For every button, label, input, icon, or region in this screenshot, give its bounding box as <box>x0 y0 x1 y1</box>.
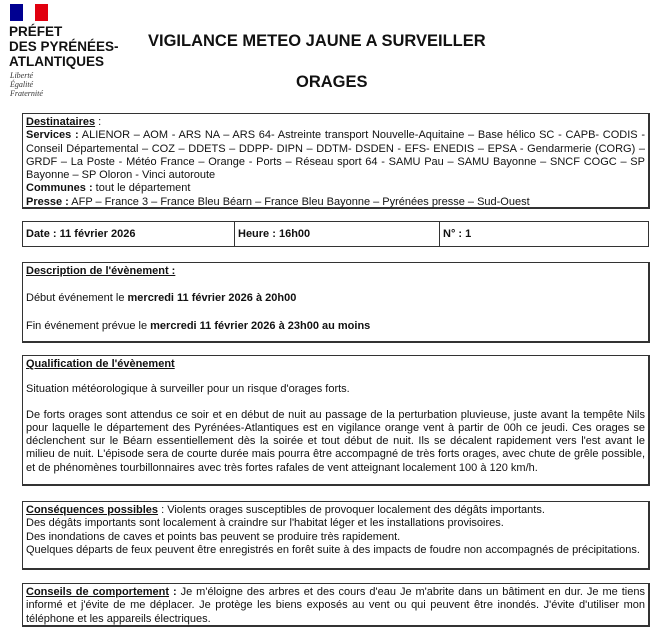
consequence-line: Des inondations de caves et points bas peuvent se produire très rapidement. <box>26 530 401 543</box>
qualification-details: De forts orages sont attendus ce soir et en début de nuit au passage de la perturbation pluvieuse, juste avant la tempête Nils pour laquelle le département des Pyrénées-Atlantiques est en vigilance orange vent à partir de 00h ce jeudi. Ces orages se déclenchent sur le Béarn essentiellement dès la soirée et tout début de nuit. Ils se décalent rapidement vers l'est avant le milieu de nuit. L'épisode sera de courte durée mais pourra être accompagné de très forts orages, avec chute de grêle possible, et de phénomènes tourbillonnaires avec très fortes rafales de vent atteignant localement 100 à 120 km/h. <box>26 408 645 474</box>
qualification-summary: Situation météorologique à surveiller pour un risque d'orages forts. <box>26 383 350 396</box>
logo-line: DES PYRÉNÉES- <box>9 39 119 54</box>
conseils-colon: : <box>169 586 177 598</box>
consequences-box <box>22 501 650 570</box>
motto-line: Liberté <box>10 71 34 80</box>
conseils-box <box>22 583 650 627</box>
logo-line: ATLANTIQUES <box>9 54 104 69</box>
qualification-heading: Qualification de l'évènement <box>26 358 175 370</box>
services-list: ALIENOR – AOM - ARS NA – ARS 64- Astreinte transport Nouvelle-Aquitaine – Base hélico SC - CAPB- CODIS - Conseil Départemental – COZ – DDETS – DDPP- DIPN – DDTM- DSDEN - EFS- ENEDIS – EPSA - Gendarmerie (CORG) – GRDF – La Poste - Météo France – Orange - Ports – Réseau sport 64 - SAMU Pau – SAMU Bayonne – SNCF COGC – SP Bayonne – SP Oloron - Vinci autoroute <box>26 129 645 182</box>
date-cell: Date : 11 février 2026 <box>23 222 235 247</box>
prefecture-logo-text <box>9 24 119 69</box>
consequences-heading: Conséquences possibles <box>26 504 159 516</box>
numero-cell: N° : 1 <box>440 222 649 247</box>
fin-value: mercredi 11 février 2026 à 23h00 au moins <box>150 319 371 332</box>
description-box <box>22 262 650 343</box>
heading-suffix: : <box>95 116 102 128</box>
qualification-box <box>22 355 650 486</box>
document-subtitle: ORAGES <box>296 73 368 91</box>
destinataires-heading: Destinataires <box>26 116 96 128</box>
communes-value: tout le département <box>92 182 191 195</box>
motto-line: Fraternité <box>10 89 43 98</box>
debut-value: mercredi 11 février 2026 à 20h00 <box>127 292 297 305</box>
description-heading: Description de l'évènement : <box>26 265 176 277</box>
services-label: Services : <box>26 129 79 142</box>
consequences-intro: : Violents orages susceptibles de provoquer localement des dégâts importants. <box>158 504 545 516</box>
consequence-line: Quelques départs de feux peuvent être enregistrés en forêt suite à des impacts de foudre non accompagnés de précipitations. <box>26 543 640 556</box>
document-title: VIGILANCE METEO JAUNE A SURVEILLER <box>148 32 486 50</box>
meta-table <box>22 221 649 247</box>
logo-line: PRÉFET <box>9 24 63 39</box>
motto <box>10 71 43 98</box>
communes-label: Communes : <box>26 182 93 195</box>
conseils-heading: Conseils de comportement <box>26 586 170 598</box>
consequence-line: Des dégâts importants sont localement à craindre sur l'habitat léger et les installations provisoires. <box>26 517 504 530</box>
motto-line: Égalité <box>10 80 34 89</box>
destinataires-box <box>22 113 650 209</box>
debut-prefix: Début événement le <box>26 292 128 305</box>
heure-cell: Heure : 16h00 <box>235 222 440 247</box>
presse-list: AFP – France 3 – France Bleu Béarn – France Bleu Bayonne – Pyrénées presse – Sud-Ouest <box>68 195 530 208</box>
marianne-flag-logo <box>10 4 48 21</box>
presse-label: Presse : <box>26 195 69 208</box>
fin-prefix: Fin événement prévue le <box>26 319 151 332</box>
conseils-text: Je m'éloigne des arbres et des cours d'eau Je m'abrite dans un bâtiment en dur. Je me tiens informé et j'évite de me déplacer. Je protège les biens exposés au vent ou qui peuvent être inondés. J'évite d'utiliser mon téléphone et les appareils électriques. <box>26 586 645 625</box>
